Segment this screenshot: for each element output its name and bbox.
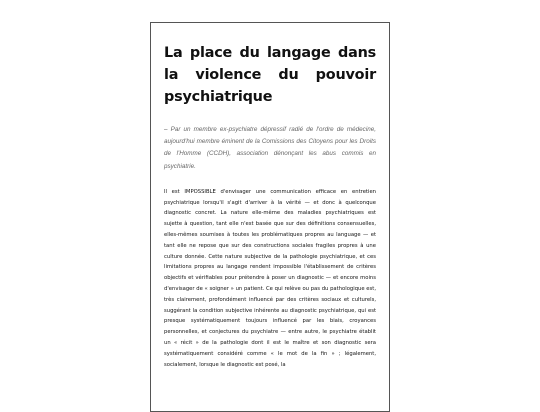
article-title: La place du langage dans la violence du pouvoir psychiatrique — [164, 45, 376, 105]
article-subtitle: – Par un membre ex-psychiatre dépressif radié de l'ordre de médecine, aujourd'hui membre éminent de la Comissions des Citoyens pour les Droits de l'Homme (CCDH), association dénonçant les abus commis en psychiatrie. — [164, 126, 376, 170]
article-page — [150, 22, 390, 412]
article-body: Il est IMPOSSIBLE d'envisager une communication efficace en entretien psychiatrique lorsqu'il s'agit d'arriver à la vérité — et donc à quelconque diagnostic concret. La nature elle-même des maladies psychiatriques est sujette à question, tant elle n'est basée que sur des définitions consensuelles, elles-mêmes soumises à toutes les problématiques propres au language — et tant elle ne repose que sur des constructions sociales fragiles propres à une culture donnée. Cette nature subjective de la pathologie psychiatrique, et ces limitations propres au langage rendent impossible l'établissement de critères objectifs et vérifiables pour prétendre à poser un diagnostic — et encore moins d'envisager de « soigner » un patient. Ce qui relève ou pas du pathologique est, très clairement, profondément influencé par des critères sociaux et culturels, suggérant la condition subjective inhérente au diagnostic psychiatrique, qui est presque systématiquement toujours influencé par les biais, croyances personnelles, et conjectures du psychiatre — entre autre, le psychiatre établit un « récit » de la pathologie dont il est le maître et son diagnostic sera systématiquement considéré comme « le mot de la fin » ; légalement, socialement, lorsque le diagnostic est posé, la — [164, 188, 376, 368]
article-content — [164, 42, 376, 370]
